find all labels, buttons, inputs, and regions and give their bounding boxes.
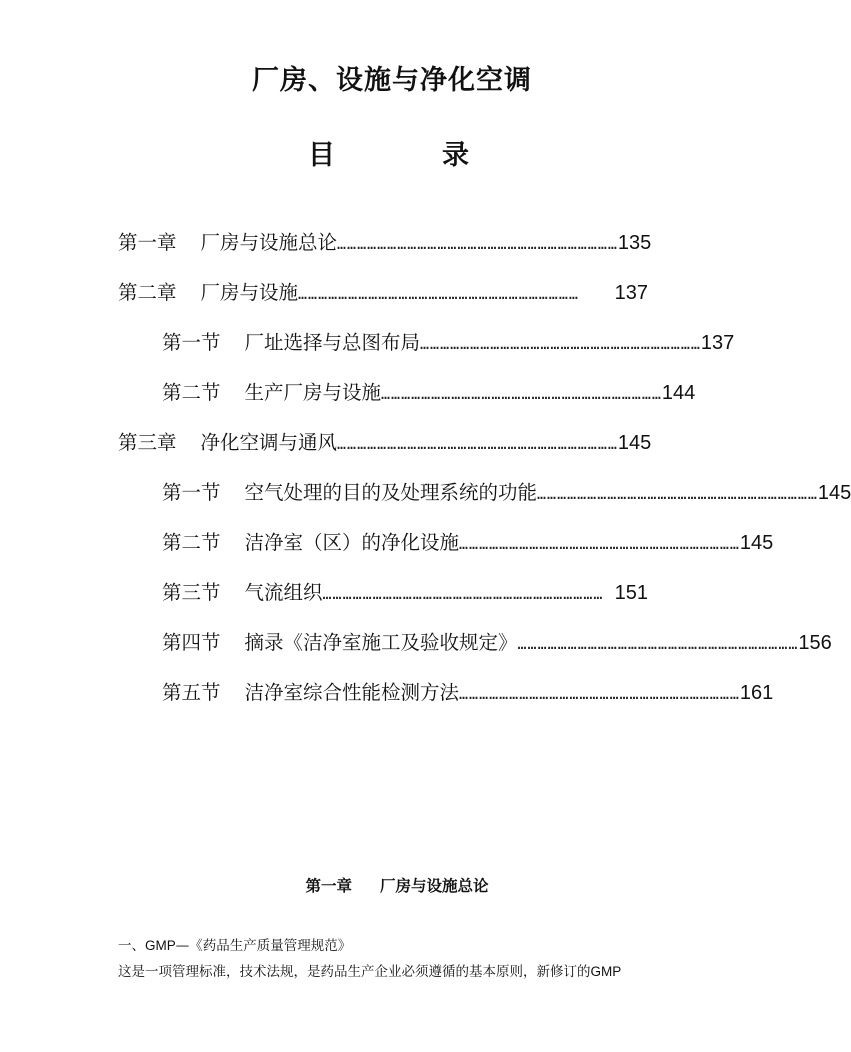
toc-entry-number: 第一节 — [162, 331, 221, 354]
toc-leader-dots: ………………………………………………………………………… — [337, 235, 618, 253]
toc-entry-page: 145 — [617, 432, 652, 454]
toc-entry-number: 第一章 — [118, 231, 177, 254]
toc-entry-number: 第二节 — [162, 381, 221, 404]
document-title: 厂房、设施与净化空调 — [252, 65, 532, 96]
toc-heading-char-2: 录 — [442, 140, 469, 171]
body-paragraph-2 — [118, 960, 692, 980]
toc-entry-page: 156 — [798, 632, 832, 654]
toc-entry-title: 厂址选择与总图布局 — [244, 331, 421, 354]
toc-entry-page: 145 — [817, 482, 851, 504]
toc-entry-page: 135 — [617, 232, 652, 254]
toc-entry-title: 摘录《洁净室施工及验收规定》 — [244, 631, 518, 654]
toc-entry-page: 137 — [614, 282, 648, 304]
toc-entry-title: 洁净室综合性能检测方法 — [244, 681, 460, 704]
toc-entry[interactable] — [162, 377, 696, 407]
toc-leader-dots: ………………………………………………………………………… — [459, 535, 740, 553]
toc-leader-dots: ………………………………………………………………………… — [517, 635, 799, 653]
toc-leader-dots: ………………………………………………………………………… — [537, 485, 818, 503]
toc-entry-number: 第二章 — [118, 281, 177, 304]
toc-heading-char-1: 目 — [308, 140, 335, 171]
toc-entry-number: 第三章 — [118, 431, 177, 454]
toc-entry[interactable] — [118, 277, 648, 307]
list-marker: 一、 — [118, 938, 145, 954]
body-paragraph-1 — [118, 934, 692, 954]
toc-leader-dots: ………………………………………………………………………… — [298, 285, 579, 303]
toc-heading — [0, 133, 744, 169]
toc-entry[interactable] — [162, 477, 851, 507]
toc-entry-number: 第一节 — [162, 481, 221, 504]
toc-entry-page: 145 — [739, 532, 774, 554]
toc-entry[interactable] — [162, 677, 774, 707]
toc-entry-title: 洁净室（区）的净化设施 — [244, 531, 460, 554]
chapter-title-text: 厂房与设施总论 — [380, 877, 489, 895]
chapter-number: 第一章 — [305, 877, 352, 895]
toc-leader-dots: ………………………………………………………………………… — [381, 385, 662, 403]
toc-entry-page: 144 — [661, 382, 696, 404]
toc-entry-title: 生产厂房与设施 — [244, 381, 382, 404]
toc-entry-title: 空气处理的目的及处理系统的功能 — [244, 481, 538, 504]
toc-entry[interactable] — [162, 327, 735, 357]
toc-entry[interactable] — [162, 527, 774, 557]
gmp-definition: —《药品生产质量管理规范》 — [175, 938, 352, 954]
toc-entry[interactable] — [162, 627, 832, 657]
toc-entry-page: 137 — [700, 332, 735, 354]
toc-entry-page: 161 — [739, 682, 774, 704]
toc-entry[interactable] — [162, 577, 648, 607]
toc-leader-dots: ………………………………………………………………………… — [322, 585, 604, 603]
toc-entry-number: 第二节 — [162, 531, 221, 554]
toc-entry-number: 第五节 — [162, 681, 221, 704]
paragraph-text: 这是一项管理标准，技术法规，是药品生产企业必须遵循的基本原则，新修订的 — [118, 964, 591, 980]
toc-entry-title: 厂房与设施总论 — [200, 231, 338, 254]
toc-entry-title: 厂房与设施 — [200, 281, 299, 304]
gmp-term: GMP — [145, 938, 176, 953]
toc-entry-page: 151 — [614, 582, 648, 604]
toc-leader-dots: ………………………………………………………………………… — [459, 685, 740, 703]
toc-entry-number: 第三节 — [162, 581, 221, 604]
toc-entry-title: 气流组织 — [244, 581, 323, 604]
toc-entry[interactable] — [118, 227, 652, 257]
toc-leader-dots: ………………………………………………………………………… — [420, 335, 701, 353]
toc-leader-dots: ………………………………………………………………………… — [337, 435, 618, 453]
toc-entry-title: 净化空调与通风 — [200, 431, 338, 454]
toc-entry-number: 第四节 — [162, 631, 221, 654]
toc-entry[interactable] — [118, 427, 652, 457]
chapter-heading — [0, 874, 744, 896]
gmp-term: GMP — [590, 964, 622, 979]
